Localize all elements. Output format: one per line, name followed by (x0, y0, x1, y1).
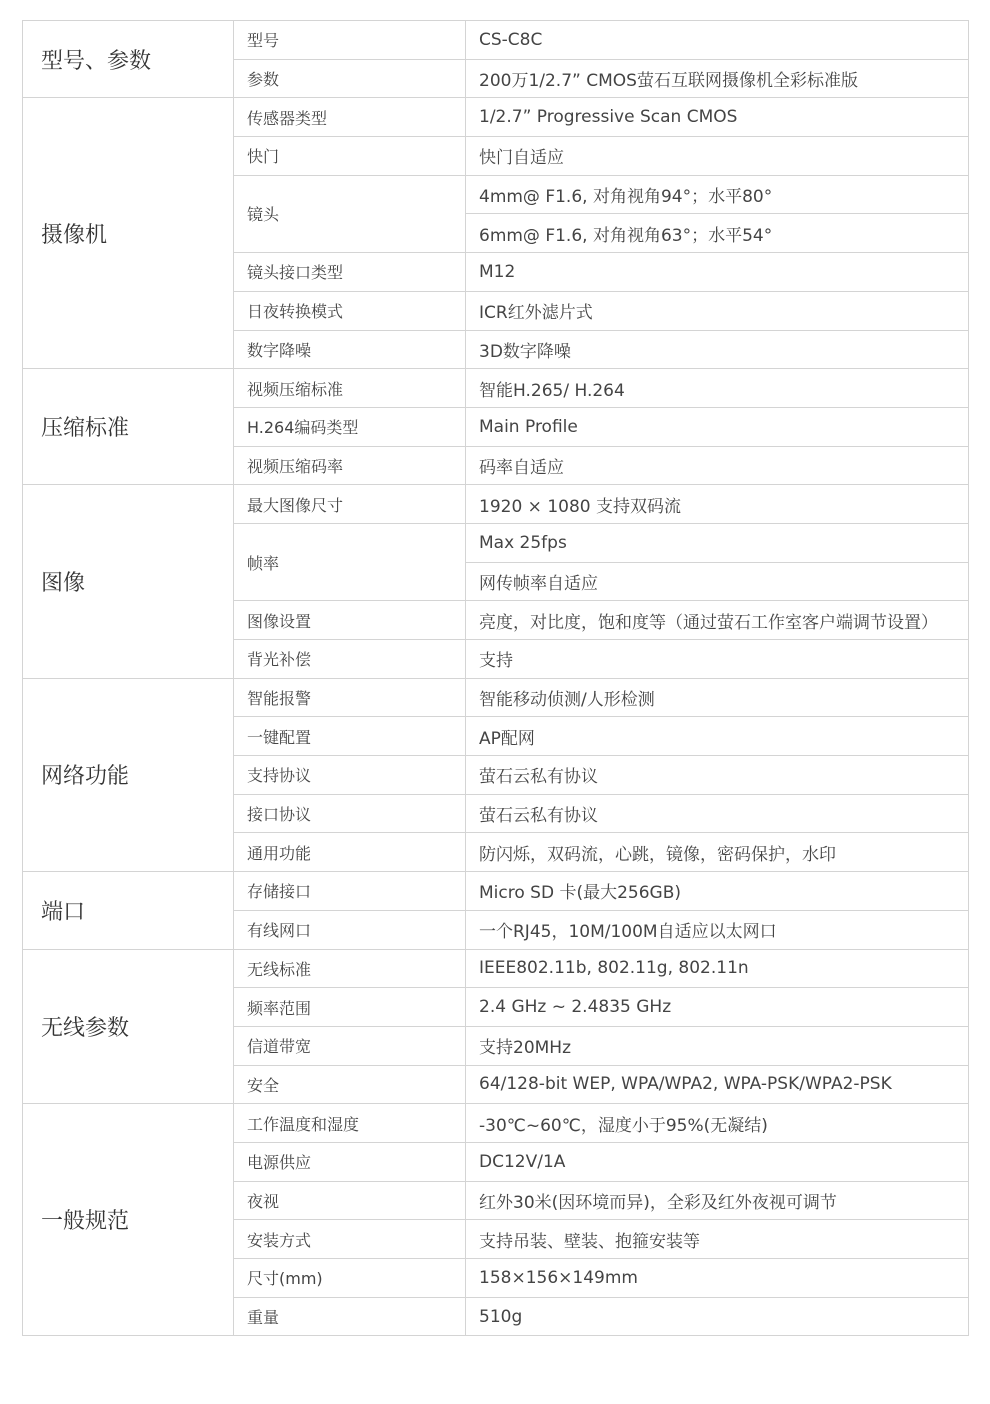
table-row (23, 485, 969, 524)
parameter-value-cell: 码率自适应 (466, 446, 969, 485)
parameter-value-cell: 支持20MHz (466, 1026, 969, 1065)
parameter-value-cell: 3D数字降噪 (466, 330, 969, 369)
parameter-name-cell: 电源供应 (234, 1142, 466, 1181)
parameter-value-cell: 1/2.7” Progressive Scan CMOS (466, 98, 969, 137)
parameter-value-cell: 萤石云私有协议 (466, 756, 969, 795)
table-row (23, 678, 969, 717)
section-name-cell: 一般规范 (23, 1104, 234, 1336)
parameter-name-cell: 视频压缩码率 (234, 446, 466, 485)
parameter-name-cell: 安全 (234, 1065, 466, 1104)
parameter-name-cell: H.264编码类型 (234, 407, 466, 446)
parameter-value-cell: 4mm@ F1.6, 对角视角94°；水平80° (466, 175, 969, 214)
section-name-cell: 型号、参数 (23, 21, 234, 98)
parameter-name-cell: 接口协议 (234, 794, 466, 833)
parameter-value-cell: CS-C8C (466, 21, 969, 60)
parameter-name-cell: 支持协议 (234, 756, 466, 795)
parameter-value-cell: 6mm@ F1.6, 对角视角63°；水平54° (466, 214, 969, 253)
parameter-value-cell: 1920 × 1080 支持双码流 (466, 485, 969, 524)
parameter-name-cell: 背光补偿 (234, 640, 466, 679)
parameter-value-cell: -30℃~60℃，湿度小于95%(无凝结) (466, 1104, 969, 1143)
parameter-name-cell: 视频压缩标准 (234, 369, 466, 408)
parameter-name-cell: 智能报警 (234, 678, 466, 717)
parameter-value-cell: 防闪烁，双码流，心跳，镜像，密码保护，水印 (466, 833, 969, 872)
section-name-cell: 端口 (23, 872, 234, 949)
parameter-value-cell: ICR红外滤片式 (466, 291, 969, 330)
parameter-name-cell: 快门 (234, 137, 466, 176)
parameter-value-cell: 支持 (466, 640, 969, 679)
parameter-value-cell: 支持吊装、壁装、抱箍安装等 (466, 1220, 969, 1259)
parameter-value-cell: 智能移动侦测/人形检测 (466, 678, 969, 717)
parameter-value-cell: 200万1/2.7” CMOS萤石互联网摄像机全彩标准版 (466, 59, 969, 98)
parameter-value-cell: 64/128-bit WEP, WPA/WPA2, WPA-PSK/WPA2-PSK (466, 1065, 969, 1104)
parameter-name-cell: 无线标准 (234, 949, 466, 988)
parameter-name-cell: 最大图像尺寸 (234, 485, 466, 524)
parameter-name-cell: 尺寸(mm) (234, 1259, 466, 1298)
parameter-value-cell: 网传帧率自适应 (466, 562, 969, 601)
parameter-value-cell: 红外30米(因环境而异)，全彩及红外夜视可调节 (466, 1181, 969, 1220)
section-name-cell: 无线参数 (23, 949, 234, 1104)
table-row (23, 369, 969, 408)
parameter-name-cell: 存储接口 (234, 872, 466, 911)
parameter-name-cell: 数字降噪 (234, 330, 466, 369)
parameter-value-cell: 亮度，对比度，饱和度等（通过萤石工作室客户端调节设置） (466, 601, 969, 640)
spec-sheet (22, 20, 969, 1336)
parameter-name-cell: 镜头 (234, 175, 466, 252)
parameter-name-cell: 安装方式 (234, 1220, 466, 1259)
section-name-cell: 摄像机 (23, 98, 234, 369)
parameter-name-cell: 型号 (234, 21, 466, 60)
parameter-name-cell: 夜视 (234, 1181, 466, 1220)
parameter-name-cell: 信道带宽 (234, 1026, 466, 1065)
section-name-cell: 图像 (23, 485, 234, 678)
parameter-value-cell: 一个RJ45，10M/100M自适应以太网口 (466, 910, 969, 949)
parameter-value-cell: 智能H.265/ H.264 (466, 369, 969, 408)
table-row (23, 98, 969, 137)
parameter-value-cell: 158×156×149mm (466, 1259, 969, 1298)
section-name-cell: 网络功能 (23, 678, 234, 871)
spec-table (22, 20, 969, 1336)
parameter-name-cell: 工作温度和湿度 (234, 1104, 466, 1143)
parameter-name-cell: 图像设置 (234, 601, 466, 640)
parameter-name-cell: 通用功能 (234, 833, 466, 872)
table-row (23, 21, 969, 60)
parameter-name-cell: 有线网口 (234, 910, 466, 949)
parameter-value-cell: 快门自适应 (466, 137, 969, 176)
parameter-name-cell: 频率范围 (234, 988, 466, 1027)
table-row (23, 872, 969, 911)
parameter-value-cell: M12 (466, 253, 969, 292)
parameter-name-cell: 重量 (234, 1297, 466, 1336)
parameter-value-cell: DC12V/1A (466, 1142, 969, 1181)
table-row (23, 1104, 969, 1143)
parameter-name-cell: 镜头接口类型 (234, 253, 466, 292)
parameter-value-cell: 萤石云私有协议 (466, 794, 969, 833)
parameter-value-cell: 2.4 GHz ~ 2.4835 GHz (466, 988, 969, 1027)
parameter-name-cell: 一键配置 (234, 717, 466, 756)
parameter-name-cell: 传感器类型 (234, 98, 466, 137)
parameter-name-cell: 帧率 (234, 523, 466, 600)
parameter-value-cell: AP配网 (466, 717, 969, 756)
section-name-cell: 压缩标准 (23, 369, 234, 485)
parameter-value-cell: Main Profile (466, 407, 969, 446)
table-row (23, 949, 969, 988)
spec-table-body (23, 21, 969, 1336)
parameter-name-cell: 参数 (234, 59, 466, 98)
parameter-name-cell: 日夜转换模式 (234, 291, 466, 330)
parameter-value-cell: 510g (466, 1297, 969, 1336)
parameter-value-cell: Micro SD 卡(最大256GB) (466, 872, 969, 911)
parameter-value-cell: IEEE802.11b, 802.11g, 802.11n (466, 949, 969, 988)
parameter-value-cell: Max 25fps (466, 523, 969, 562)
